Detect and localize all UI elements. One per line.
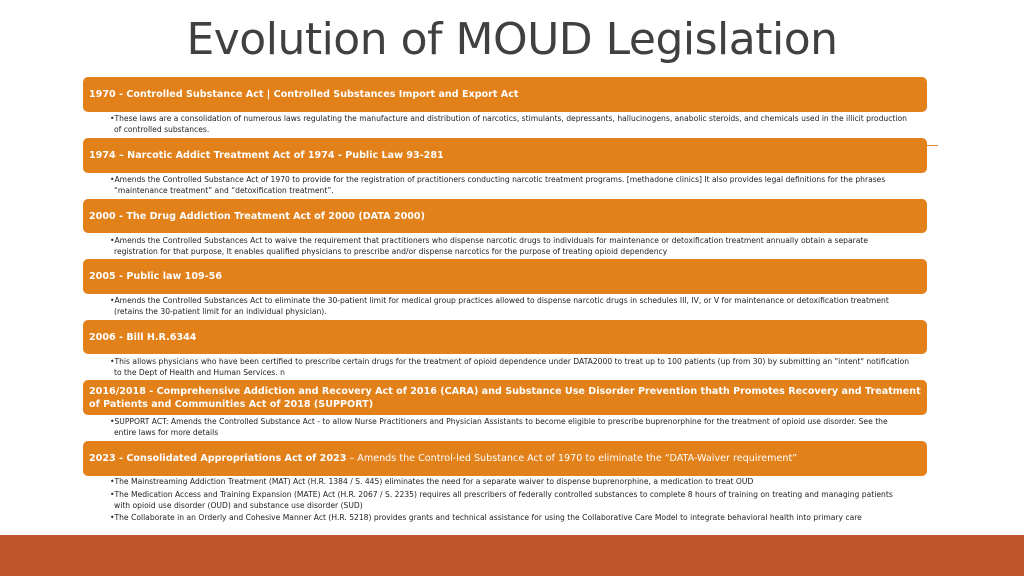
slide-title: Evolution of MOUD Legislation xyxy=(186,14,838,65)
section-body-2000 xyxy=(110,236,910,258)
bullet-text: •Amends the Controlled Substances Act to eliminate the 30-patient limit for medical group practices allowed to dispense narcotic drugs in schedules III, IV, or V for maintenance or detoxification treatment (retains the 30-patient limit for an individual physician). xyxy=(110,296,889,316)
section-heading-2016-2018 xyxy=(83,380,927,415)
bullet-text: •The Collaborate in an Orderly and Cohesive Manner Act (H.R. 5218) provides grants and technical assistance for using the Collaborative Care Model to integrate behavioral health into primary care xyxy=(110,513,862,523)
section-body-2005 xyxy=(110,296,910,318)
section-heading-text: 2023 - Consolidated Appropriations Act of 2023 xyxy=(89,453,347,464)
section-heading-1970 xyxy=(83,77,927,112)
section-heading-text: 2006 - Bill H.R.6344 xyxy=(89,331,197,343)
section-body-1970 xyxy=(110,114,910,136)
section-heading-text: 1970 - Controlled Substance Act | Controlled Substances Import and Export Act xyxy=(89,89,519,100)
bullet-text: •The Mainstreaming Addiction Treatment (MAT) Act (H.R. 1384 / S. 445) eliminates the need for a separate waiver to dispense buprenorphine, a medication to treat OUD xyxy=(110,477,754,486)
bullet-text: •These laws are a consolidation of numerous laws regulating the manufacture and distribution of narcotics, stimulants, depressants, hallucinogens, anabolic steroids, and chemicals used in the illicit production of controlled substances. xyxy=(110,114,907,134)
footer-bar xyxy=(0,535,1024,576)
section-heading-1974 xyxy=(83,138,927,173)
bullet-text: •SUPPORT ACT: Amends the Controlled Substance Act - to allow Nurse Practitioners and Physician Assistants to become eligible to prescribe buprenorphine for the treatment of opioid use disorder. See the entire laws for more details xyxy=(110,417,888,437)
section-heading-text: 2000 - The Drug Addiction Treatment Act of 2000 (DATA 2000) xyxy=(89,210,425,222)
section-heading-2006 xyxy=(83,320,927,354)
bullet-text: •The Medication Access and Training Expansion (MATE) Act (H.R. 2067 / S. 2235) requires all prescribers of federally controlled substances to complete 8 hours of training on treating and managing patients with opioid use disorder (OUD) and substance use disorder (SUD) xyxy=(110,489,893,510)
bullet-text: •Amends the Controlled Substances Act to waive the requirement that practitioners who dispense narcotic drugs to individuals for maintenance or detoxification treatment annually obtain a separate registration for that purpose, It enables qualified physicians to prescribe and/or dispense narcotics for the purpose of treating opioid dependency xyxy=(110,236,869,256)
section-heading-2023 xyxy=(83,441,927,476)
section-body-1974 xyxy=(110,175,910,197)
section-body-2006 xyxy=(110,357,910,379)
bullet-text: •This allows physicians who have been certified to prescribe certain drugs for the treatment of opioid dependence under DATA2000 to treat up to 100 patients (up from 30) by submitting an "intent" notification to the Dept of Health and Human Services. n xyxy=(110,357,910,377)
section-heading-text: 1974 – Narcotic Addict Treatment Act of 1974 - Public Law 93-281 xyxy=(89,150,444,161)
accent-divider xyxy=(926,145,938,146)
section-heading-2000 xyxy=(83,199,927,233)
section-body-2016-2018 xyxy=(110,417,910,439)
section-heading-2005 xyxy=(83,259,927,294)
bullet-text: •Amends the Controlled Substance Act of 1970 to provide for the registration of practitioners conducting narcotic treatment programs. [methadone clinics] It also provides legal definitions for the phrases “maintenance treatment” and “detoxification treatment”. xyxy=(110,175,886,195)
section-heading-note: – Amends the Control-led Substance Act of 1970 to eliminate the “DATA-Waiver requirement” xyxy=(346,453,798,464)
section-body-2023 xyxy=(110,477,910,524)
section-heading-text: 2016/2018 - Comprehensive Addiction and Recovery Act of 2016 (CARA) and Substance Use Disorder Prevention thath Promotes Recovery and Treatment of Patients and Communities Act of 2018 (SUPPORT) xyxy=(89,385,921,410)
section-heading-text: 2005 - Public law 109-56 xyxy=(89,271,223,282)
